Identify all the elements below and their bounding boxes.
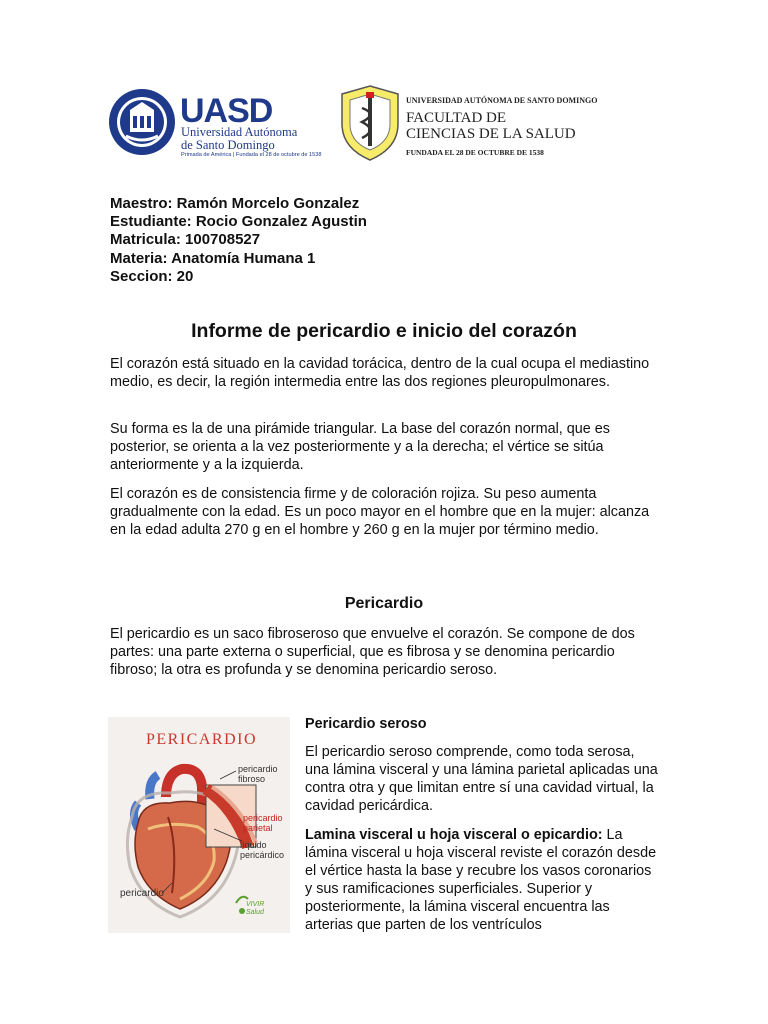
label-liquido-line2: pericárdico: [240, 849, 285, 860]
uasd-wordmark: UASD: [180, 92, 273, 130]
pericardio-illustration: [108, 717, 290, 933]
document-title: Informe de pericardio e inicio del corazón: [191, 320, 577, 342]
facultad-logo: [336, 84, 596, 164]
label-pericardio-parietal: [243, 814, 283, 833]
facultad-seal-icon: [336, 84, 404, 162]
uasd-name-line1: Universidad Autónoma: [181, 125, 298, 139]
uasd-seal-icon: [108, 88, 176, 156]
matricula-line: Matricula: 100708527: [110, 231, 261, 249]
paragraph-lamina-visceral: [305, 826, 660, 934]
uasd-tagline: Primada de América | Fundada el 28 de octubre de 1538: [181, 152, 322, 158]
subheading-pericardio-seroso: Pericardio seroso: [305, 716, 427, 732]
lamina-visceral-heading: Lamina visceral u hoja visceral o epicardio:: [305, 827, 603, 843]
paragraph-consistencia: El corazón es de consistencia firme y de coloración rojiza. Su peso aumenta gradualmente con la edad. Es un poco mayor en el hombre que en la mujer: alcanza en la edad adulta 270 g en el hombre y 260 g en la mujer por término medio.: [110, 486, 650, 538]
paragraph-pericardio: El pericardio es un saco fibroseroso que envuelve el corazón. Se compone de dos partes: una parte externa o superficial, que es fibrosa y se denomina pericardio fibroso; la otra es profunda y se denomina pericardio seroso.: [110, 626, 635, 678]
facultad-university-name: UNIVERSIDAD AUTÓNOMA DE SANTO DOMINGO: [406, 96, 598, 105]
facultad-name-line2: CIENCIAS DE LA SALUD: [406, 126, 576, 142]
materia-line: Materia: Anatomía Humana 1: [110, 249, 316, 267]
estudiante-line: Estudiante: Rocio Gonzalez Agustin: [110, 213, 367, 231]
student-info: [110, 195, 367, 286]
paragraph-seroso: El pericardio seroso comprende, como toda serosa, una lámina visceral y una lámina parietal aplicadas una contra otra y que limitan entre sí una cavidad virtual, la cavidad pericárdica.: [305, 744, 658, 814]
paragraph-forma: Su forma es la de una pirámide triangular. La base del corazón normal, que es posterior, se orienta a la vez posteriormente y a la derecha; el vértice se sitúa anteriormente y a la izquierda.: [110, 421, 610, 473]
facultad-founded: FUNDADA EL 28 DE OCTUBRE DE 1538: [406, 148, 544, 157]
uasd-name-line2: de Santo Domingo: [181, 138, 275, 152]
label-parietal-line1: pericardio: [243, 813, 283, 823]
maestro-line: Maestro: Ramón Morcelo Gonzalez: [110, 195, 360, 212]
seccion-line: Seccion: 20: [110, 267, 194, 285]
paragraph-situacion: El corazón está situado en la cavidad torácica, dentro de la cual ocupa el mediastino medio, es decir, la región intermedia entre las dos regiones pleuropulmonares.: [110, 356, 650, 390]
brand-line1: VIVIR: [246, 901, 265, 908]
brand-vivir-salud: [246, 901, 264, 916]
facultad-name-line1: FACULTAD DE: [406, 110, 507, 126]
lamina-visceral-text: La lámina visceral u hoja visceral reviste el corazón desde el vértice hasta la base y recubre los vasos coronarios y sus ramificaciones superficiales. Superior y posteriormente, la lámina visceral encuentra las arterias que parten de los ventrículos: [305, 827, 657, 933]
illustration-title: PERICARDIO: [146, 731, 258, 748]
label-fibroso-line1: pericardio: [238, 764, 278, 774]
brand-line2: Salud: [246, 908, 264, 916]
label-pericardio: pericardio: [120, 888, 164, 899]
label-fibroso-line2: fibroso: [238, 773, 266, 784]
label-parietal-line2: parietal: [243, 822, 273, 833]
uasd-logo: [108, 88, 322, 164]
section-heading-pericardio: Pericardio: [344, 595, 424, 612]
label-liquido-pericardico: [240, 841, 284, 860]
label-pericardio-fibroso: [238, 765, 278, 784]
label-liquido-line1: líquido: [240, 840, 267, 850]
